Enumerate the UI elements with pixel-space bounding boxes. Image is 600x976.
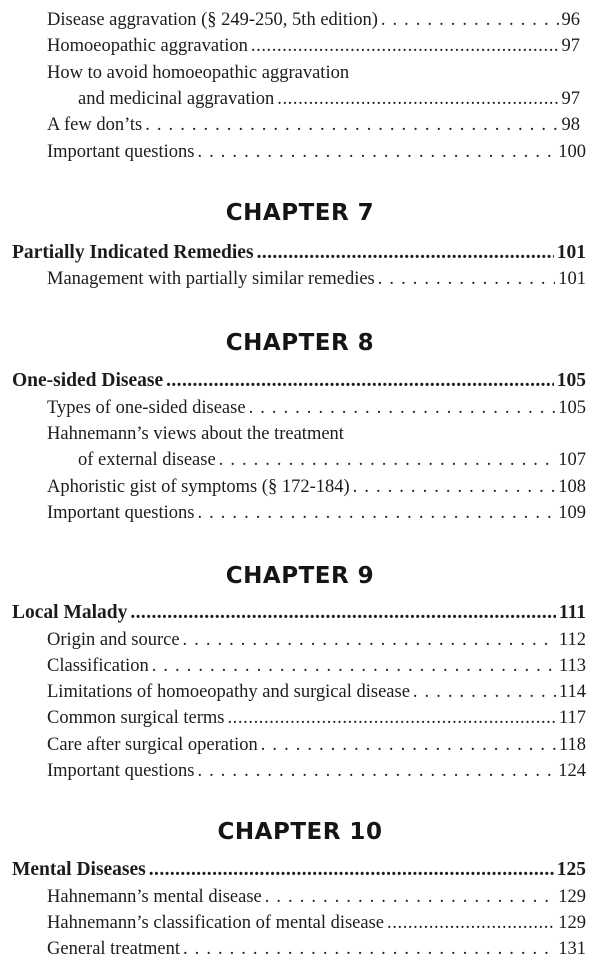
toc-main-title: Local Malady <box>12 602 128 623</box>
toc-main-page: 111 <box>558 602 586 623</box>
leader-dots <box>152 654 556 678</box>
toc-entry-title: Important questions <box>47 503 195 523</box>
toc-entry-page: 108 <box>558 477 586 497</box>
leader-dots <box>183 937 555 961</box>
toc-entry-page: 112 <box>558 630 586 650</box>
toc-entry-title: Hahnemann’s mental disease <box>47 887 262 907</box>
toc-entry-page: 113 <box>558 656 586 676</box>
toc-entry-title: Management with partially similar remedies <box>47 269 375 289</box>
toc-entry-page: 131 <box>558 939 586 959</box>
toc-entry-page: 129 <box>558 913 586 933</box>
chapter-heading: CHAPTER 7 <box>225 200 375 226</box>
leader-dots <box>227 706 555 730</box>
leader-dots <box>149 858 554 882</box>
toc-main-entry <box>12 601 586 625</box>
toc-entry-title: Important questions <box>47 761 195 781</box>
toc-entry-title: General treatment <box>47 939 181 959</box>
toc-entry-title: Important questions <box>47 142 195 162</box>
leader-dots <box>277 87 558 111</box>
toc-entry-page: 109 <box>558 503 586 523</box>
leader-dots <box>130 601 556 625</box>
leader-dots <box>166 369 554 393</box>
toc-main-title: Mental Diseases <box>12 859 146 880</box>
toc-entry-page: 96 <box>561 10 580 30</box>
toc-entry-title-continued: and medicinal aggravation <box>78 89 275 109</box>
toc-entry <box>47 680 586 704</box>
leader-dots <box>197 140 555 164</box>
toc-entry-page: 114 <box>558 682 586 702</box>
toc-entry-page: 97 <box>561 89 580 109</box>
leader-dots <box>197 759 555 783</box>
toc-main-page: 125 <box>556 859 586 880</box>
toc-main-entry <box>12 858 586 882</box>
toc-entry <box>47 140 586 164</box>
toc-main-page: 105 <box>556 370 586 391</box>
toc-entry-title: Origin and source <box>47 630 180 650</box>
chapter-heading: CHAPTER 10 <box>217 819 383 845</box>
toc-entry-page: 107 <box>558 450 586 470</box>
toc-main-title: Partially Indicated Remedies <box>12 242 254 263</box>
toc-entry <box>78 87 580 111</box>
toc-entry <box>47 34 580 58</box>
chapter-heading: CHAPTER 9 <box>225 563 375 589</box>
toc-entry-title: How to avoid homoeopathic aggravation <box>47 63 350 83</box>
toc-entry-page: 117 <box>558 708 586 728</box>
toc-entry-page: 118 <box>558 735 586 755</box>
leader-dots <box>378 267 555 291</box>
toc-main-page: 101 <box>556 242 586 263</box>
toc-entry-page: 97 <box>561 36 580 56</box>
toc-entry-title: Hahnemann’s classification of mental disease <box>47 913 385 933</box>
toc-entry <box>78 448 586 472</box>
toc-entry-title-continued: of external disease <box>78 450 216 470</box>
leader-dots <box>197 501 555 525</box>
leader-dots <box>261 733 556 757</box>
leader-dots <box>381 8 559 32</box>
toc-entry <box>47 267 586 291</box>
toc-entry-title: Care after surgical operation <box>47 735 258 755</box>
toc-entry-title: Aphoristic gist of symptoms (§ 172-184) <box>47 477 350 497</box>
toc-entry <box>47 706 586 730</box>
toc-entry <box>47 937 586 961</box>
toc-entry <box>47 8 580 32</box>
toc-entry-page: 105 <box>558 398 586 418</box>
leader-dots <box>251 34 559 58</box>
leader-dots <box>145 113 558 137</box>
leader-dots <box>265 885 556 909</box>
toc-entry <box>47 113 580 137</box>
toc-entry-title: Disease aggravation (§ 249-250, 5th edition) <box>47 10 378 30</box>
toc-main-entry <box>12 369 586 393</box>
toc-entry-title: Homoeopathic aggravation <box>47 36 248 56</box>
toc-entry-title: Common surgical terms <box>47 708 225 728</box>
toc-entry <box>47 501 586 525</box>
leader-dots <box>183 628 556 652</box>
chapter-heading: CHAPTER 8 <box>225 330 375 356</box>
toc-entry-title: Types of one-sided disease <box>47 398 246 418</box>
toc-entry-title: Classification <box>47 656 149 676</box>
toc-entry-page: 100 <box>558 142 586 162</box>
toc-main-title: One-sided Disease <box>12 370 164 391</box>
leader-dots <box>387 911 555 935</box>
toc-entry <box>47 475 586 499</box>
toc-entry <box>47 733 586 757</box>
toc-entry-page: 124 <box>558 761 586 781</box>
toc-entry <box>47 911 586 935</box>
leader-dots <box>413 680 556 704</box>
toc-entry-title: A few don’ts <box>47 115 143 135</box>
toc-entry <box>47 628 586 652</box>
leader-dots <box>257 241 554 265</box>
leader-dots <box>219 448 556 472</box>
toc-entry-page: 101 <box>558 269 586 289</box>
toc-entry <box>47 885 586 909</box>
toc-entry <box>47 654 586 678</box>
leader-dots <box>249 396 556 420</box>
toc-entry <box>47 396 586 420</box>
toc-entry-page: 98 <box>561 115 580 135</box>
toc-entry <box>47 759 586 783</box>
toc-entry-title: Hahnemann’s views about the treatment <box>47 424 344 444</box>
leader-dots <box>353 475 556 499</box>
toc-entry-title: Limitations of homoeopathy and surgical disease <box>47 682 410 702</box>
toc-entry-page: 129 <box>558 887 586 907</box>
toc-main-entry <box>12 241 586 265</box>
